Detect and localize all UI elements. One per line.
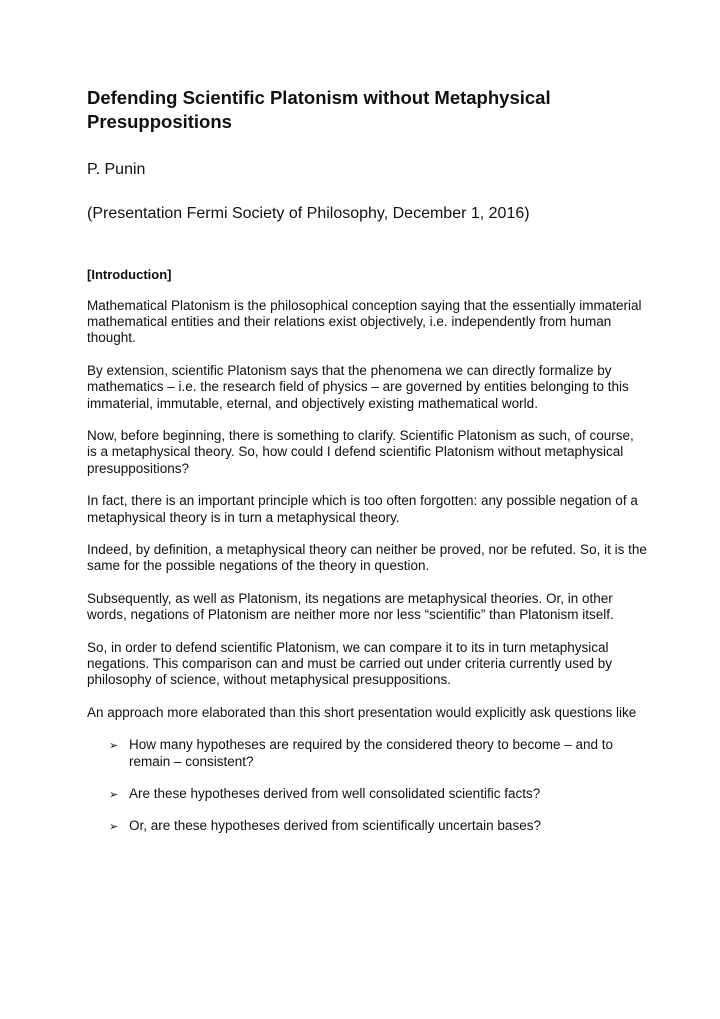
paragraph: By extension, scientific Platonism says that the phenomena we can directly formalize by mathematics – i.e. the research field of physics – are governed by entities belonging to this immaterial, immutable, eternal, and objectively existing mathematical world.	[87, 363, 629, 411]
arrow-bullet-icon: ➢	[109, 820, 119, 833]
arrow-bullet-icon: ➢	[109, 788, 119, 801]
list-item-text: Or, are these hypotheses derived from scientifically uncertain bases?	[129, 817, 541, 833]
question-list	[87, 737, 647, 834]
arrow-bullet-icon: ➢	[109, 740, 119, 753]
paragraph: Indeed, by definition, a metaphysical theory can neither be proved, nor be refuted. So, it is the same for the possible negations of the theory in question.	[87, 542, 647, 574]
paragraph: Now, before beginning, there is something to clarify. Scientific Platonism as such, of course, is a metaphysical theory. So, how could I defend scientific Platonism without metaphysical presuppositions?	[87, 428, 634, 476]
paragraph: So, in order to defend scientific Platonism, we can compare it to its in turn metaphysical negations. This comparison can and must be carried out under criteria currently used by philosophy of science, without metaphysical presuppositions.	[87, 640, 613, 688]
author-name: P. Punin	[87, 161, 146, 178]
document-title: Defending Scientific Platonism without Metaphysical Presuppositions	[87, 87, 551, 132]
paragraph: In fact, there is an important principle which is too often forgotten: any possible negation of a metaphysical theory is in turn a metaphysical theory.	[87, 493, 638, 525]
document-body	[87, 86, 647, 850]
list-item-text: How many hypotheses are required by the considered theory to become – and to remain – consistent?	[129, 737, 614, 769]
paragraph: Subsequently, as well as Platonism, its negations are metaphysical theories. Or, in other words, negations of Platonism are neither more nor less “scientific” than Platonism itself.	[87, 591, 614, 623]
paragraph: Mathematical Platonism is the philosophical conception saying that the essentially immaterial mathematical entities and their relations exist objectively, i.e. independently from human thought.	[87, 298, 642, 346]
paragraph: An approach more elaborated than this short presentation would explicitly ask questions like	[87, 705, 637, 721]
section-heading: [Introduction]	[87, 267, 172, 282]
presentation-venue: (Presentation Fermi Society of Philosophy, December 1, 2016)	[87, 205, 530, 222]
list-item	[87, 818, 647, 834]
list-item	[87, 786, 647, 802]
list-item	[87, 737, 647, 769]
list-item-text: Are these hypotheses derived from well consolidated scientific facts?	[129, 785, 541, 801]
